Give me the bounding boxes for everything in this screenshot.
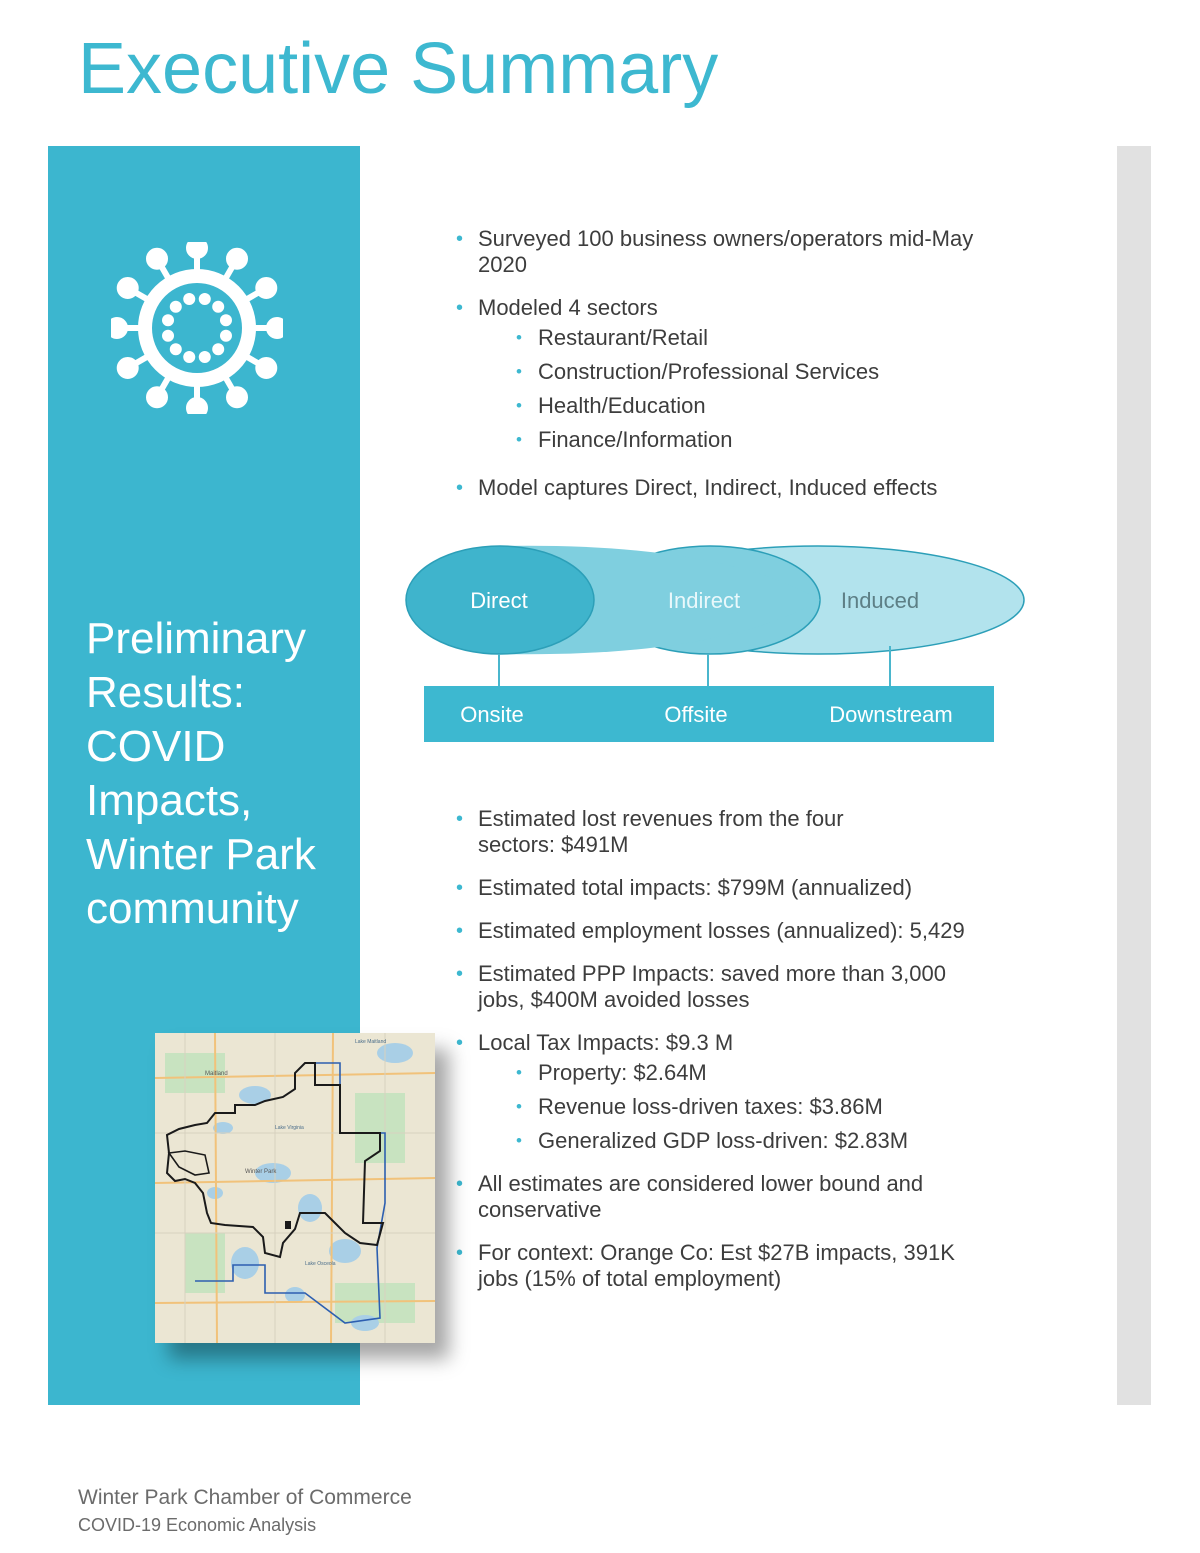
- induced-label: Induced: [840, 588, 920, 613]
- map-label: Winter Park: [245, 1169, 277, 1175]
- sector-item: • Health/Education: [516, 393, 978, 419]
- tax-item: • Revenue loss-driven taxes: $3.86M: [516, 1094, 978, 1120]
- map-label: Lake Osceola: [305, 1261, 336, 1267]
- onsite-label: Onsite: [460, 702, 524, 727]
- effects-diagram: [400, 540, 1030, 750]
- offsite-label: Offsite: [664, 702, 728, 727]
- footer-organization: Winter Park Chamber of Commerce: [78, 1486, 412, 1509]
- bullet-lost-revenues: • Estimated lost revenues from the four sectors: $491M: [456, 806, 918, 858]
- downstream-label: Downstream: [829, 702, 953, 727]
- map-label: Lake Virginia: [275, 1125, 304, 1131]
- sidebar-heading: Preliminary Results: COVID Impacts, Winter Park community: [86, 614, 316, 933]
- right-divider-bar: [1117, 146, 1151, 1405]
- bullet-context: • For context: Orange Co: Est $27B impacts, 391K jobs (15% of total employment): [456, 1240, 958, 1292]
- map-image: [155, 1033, 435, 1343]
- map-label: Lake Maitland: [355, 1039, 387, 1045]
- map-label: Maitland: [205, 1071, 228, 1077]
- bullet-employment: • Estimated employment losses (annualized): 5,429: [456, 918, 968, 944]
- footer: [78, 1484, 412, 1538]
- bullet-lower-bound: • All estimates are considered lower bound and conservative: [456, 1171, 948, 1223]
- winter-park-map: [155, 1033, 435, 1343]
- sector-item: • Construction/Professional Services: [516, 359, 978, 385]
- sector-item: • Finance/Information: [516, 427, 978, 453]
- indirect-label: Indirect: [667, 588, 741, 613]
- direct-label: Direct: [470, 588, 528, 613]
- bullet-ppp: • Estimated PPP Impacts: saved more than 3,000 jobs, $400M avoided losses: [456, 961, 948, 1013]
- footer-document: COVID-19 Economic Analysis: [78, 1515, 317, 1535]
- summary-bullets-top: [456, 226, 978, 518]
- bullet-sectors: • Modeled 4 sectors • Restaurant/Retail • Construction/Professional Services • Health/Education • Finance/Information: [456, 295, 978, 453]
- summary-bullets-bottom: [456, 806, 978, 1309]
- sector-item: • Restaurant/Retail: [516, 325, 978, 351]
- tax-item: • Generalized GDP loss-driven: $2.83M: [516, 1128, 978, 1154]
- page-title: Executive Summary: [78, 29, 719, 109]
- bullet-local-tax: • Local Tax Impacts: $9.3 M • Property: $2.64M • Revenue loss-driven taxes: $3.86M • Generalized GDP loss-driven: $2.83M: [456, 1030, 978, 1154]
- tax-item: • Property: $2.64M: [516, 1060, 978, 1086]
- bullet-total-impacts: • Estimated total impacts: $799M (annualized): [456, 875, 978, 901]
- bullet-survey: • Surveyed 100 business owners/operators mid-May 2020: [456, 226, 978, 278]
- virus-icon: [111, 242, 283, 414]
- bullet-model: • Model captures Direct, Indirect, Induced effects: [456, 475, 978, 501]
